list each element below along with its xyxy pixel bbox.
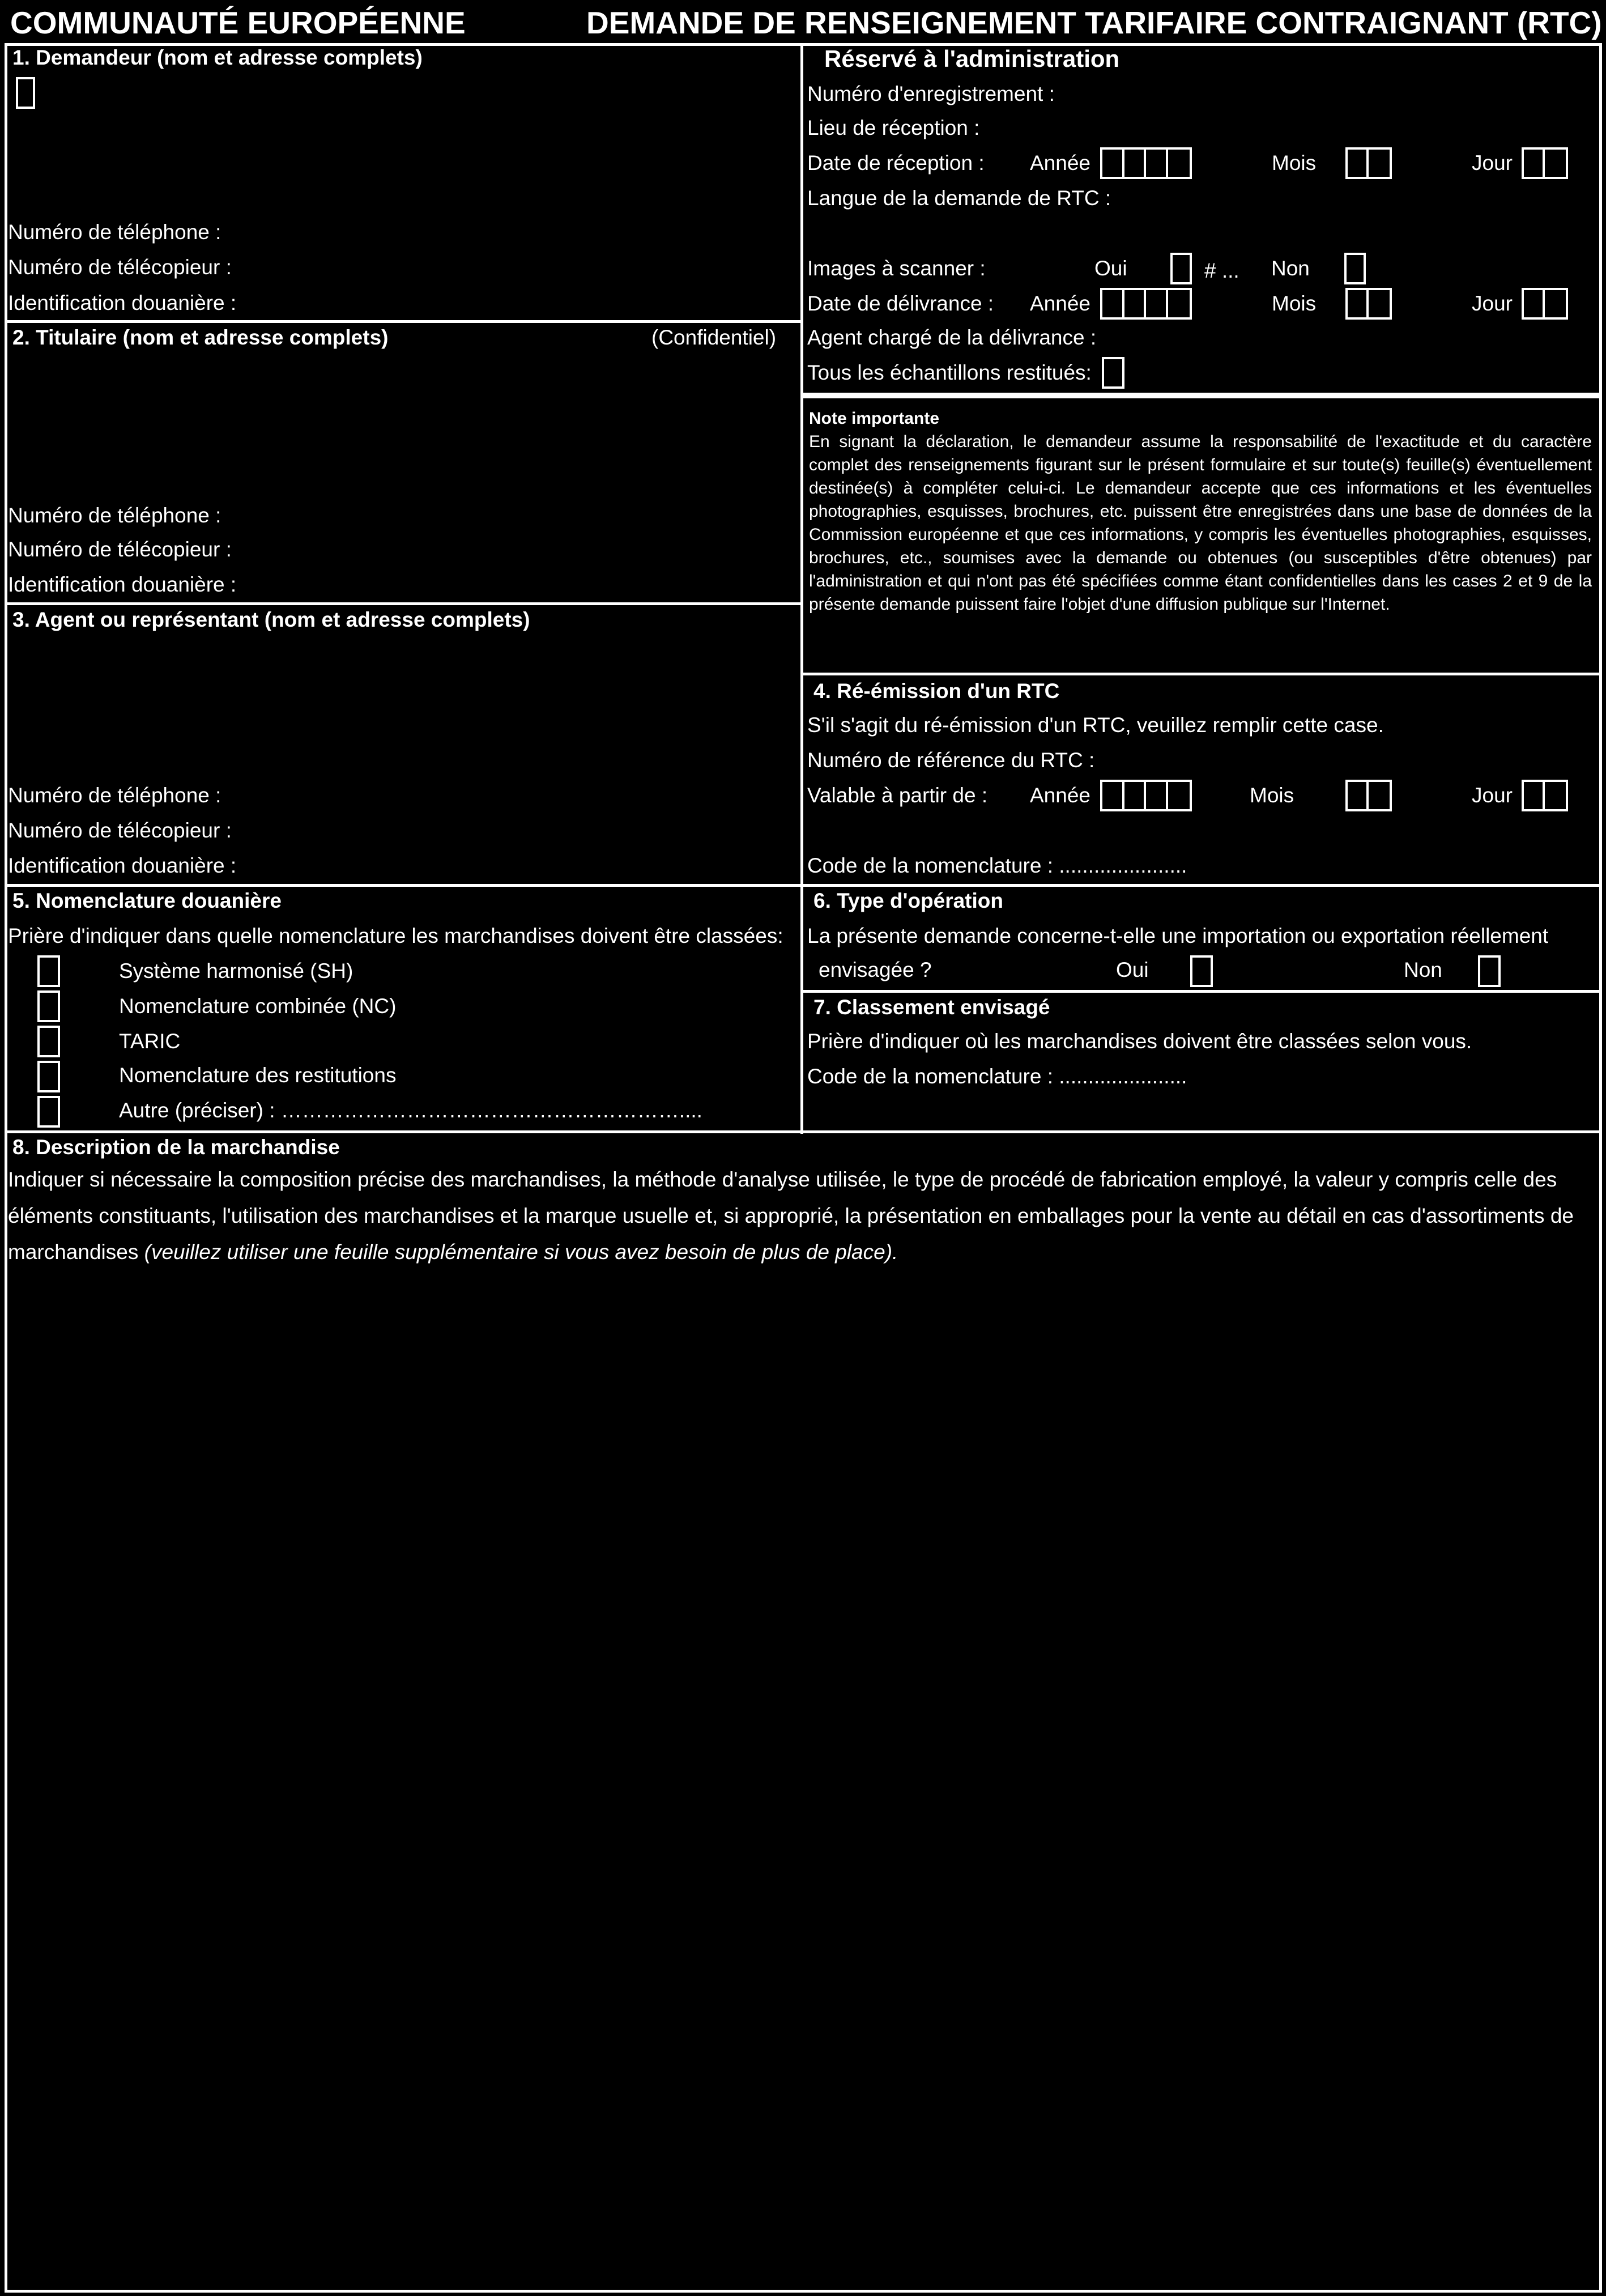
- option-restitutions-label: Nomenclature des restitutions: [119, 1064, 397, 1087]
- images-count-label: # ...: [1204, 259, 1239, 282]
- language-label: Langue de la demande de RTC :: [807, 186, 1111, 210]
- box6-question-line2: envisagée ?: [819, 958, 932, 981]
- box6-question-line1: La présente demande concerne-t-elle une importation ou exportation réellement: [807, 924, 1549, 947]
- box2-customs-id-label: Identification douanière :: [8, 573, 237, 596]
- valid-year-field[interactable]: [1100, 780, 1192, 811]
- year-label: Année: [1030, 292, 1090, 315]
- box3-phone-label: Numéro de téléphone :: [8, 784, 221, 807]
- month-label: Mois: [1272, 292, 1317, 315]
- option-taric-label: TARIC: [119, 1030, 181, 1053]
- confidential-label: (Confidentiel): [651, 326, 777, 349]
- box8-italic-note: (veuillez utiliser une feuille supplémentaire si vous avez besoin de plus de place).: [144, 1240, 898, 1264]
- separator: [800, 990, 1602, 993]
- box7-intro: Prière d'indiquer où les marchandises doivent être classées selon vous.: [807, 1030, 1472, 1053]
- box1-customs-id-label: Identification douanière :: [8, 291, 237, 314]
- operation-no-label: Non: [1404, 958, 1442, 981]
- option-sh-label: Système harmonisé (SH): [119, 959, 353, 983]
- option-sh-checkbox[interactable]: [37, 955, 60, 987]
- box3-title: 3. Agent ou représentant (nom et adresse complets): [12, 608, 530, 631]
- box4-title: 4. Ré-émission d'un RTC: [813, 679, 1060, 703]
- date-reception-label: Date de réception :: [807, 151, 985, 175]
- admin-title: Réservé à l'administration: [824, 45, 1120, 72]
- separator: [5, 884, 1602, 887]
- year-label: Année: [1030, 784, 1090, 807]
- separator: [5, 320, 803, 323]
- valid-month-field[interactable]: [1345, 780, 1392, 811]
- reception-month-field[interactable]: [1345, 147, 1392, 179]
- operation-yes-checkbox[interactable]: [1190, 955, 1213, 987]
- day-label: Jour: [1472, 784, 1513, 807]
- box8-text: Indiquer si nécessaire la composition précise des marchandises, la méthode d'analyse utilisée, le type de procédé de fabrication employé, la valeur y compris celle des éléments constituants, l'utilisation des marchandises et la marque usuelle et, si approprié, la présentation en emballages pour la vente au détail en cas d'assortiments de marchandises: [8, 1168, 1574, 1264]
- samples-checkbox[interactable]: [1102, 357, 1124, 389]
- applicant-checkbox[interactable]: [16, 77, 35, 109]
- images-yes-checkbox[interactable]: [1170, 253, 1192, 284]
- option-nc-label: Nomenclature combinée (NC): [119, 994, 397, 1018]
- option-other-label: Autre (préciser) : …………………………………………………....: [119, 1099, 702, 1122]
- box4-intro: S'il s'agit du ré-émission d'un RTC, veuillez remplir cette case.: [807, 713, 1384, 737]
- box3-fax-label: Numéro de télécopieur :: [8, 819, 232, 842]
- box4-ref-label: Numéro de référence du RTC :: [807, 749, 1095, 772]
- delivery-month-field[interactable]: [1345, 288, 1392, 320]
- separator: [5, 602, 803, 605]
- reception-year-field[interactable]: [1100, 147, 1192, 179]
- month-label: Mois: [1250, 784, 1294, 807]
- day-label: Jour: [1472, 151, 1513, 175]
- box2-phone-label: Numéro de téléphone :: [8, 504, 221, 527]
- images-yes-label: Oui: [1094, 257, 1127, 280]
- samples-label: Tous les échantillons restitués:: [807, 361, 1092, 384]
- form-title: DEMANDE DE RENSEIGNEMENT TARIFAIRE CONTRAIGNANT (RTC): [586, 5, 1602, 40]
- place-label: Lieu de réception :: [807, 116, 980, 139]
- box7-code-label: Code de la nomenclature : ......................: [807, 1065, 1187, 1088]
- box8-description: [8, 1162, 1588, 1270]
- box1-phone-label: Numéro de téléphone :: [8, 220, 221, 244]
- month-label: Mois: [1272, 151, 1317, 175]
- box1-fax-label: Numéro de télécopieur :: [8, 256, 232, 279]
- box3-customs-id-label: Identification douanière :: [8, 854, 237, 877]
- box2-fax-label: Numéro de télécopieur :: [8, 538, 232, 561]
- note-title: Note importante: [809, 409, 940, 428]
- images-no-checkbox[interactable]: [1344, 253, 1366, 284]
- reception-day-field[interactable]: [1522, 147, 1568, 179]
- box5-intro: Prière d'indiquer dans quelle nomenclature les marchandises doivent être classées:: [8, 924, 783, 947]
- box8-title: 8. Description de la marchandise: [12, 1136, 340, 1159]
- box7-title: 7. Classement envisagé: [813, 996, 1050, 1019]
- valid-day-field[interactable]: [1522, 780, 1568, 811]
- agent-label: Agent chargé de la délivrance :: [807, 326, 1097, 349]
- year-label: Année: [1030, 151, 1090, 175]
- images-no-label: Non: [1271, 257, 1310, 280]
- box6-title: 6. Type d'opération: [813, 889, 1003, 912]
- day-label: Jour: [1472, 292, 1513, 315]
- separator: [5, 1130, 1602, 1133]
- images-label: Images à scanner :: [807, 257, 986, 280]
- box4-code-label: Code de la nomenclature : ......................: [807, 854, 1187, 877]
- box2-title: 2. Titulaire (nom et adresse complets): [12, 326, 389, 349]
- box5-title: 5. Nomenclature douanière: [12, 889, 282, 912]
- important-note: [809, 407, 1592, 616]
- date-delivery-label: Date de délivrance :: [807, 292, 994, 315]
- operation-no-checkbox[interactable]: [1478, 955, 1501, 987]
- option-taric-checkbox[interactable]: [37, 1026, 60, 1057]
- delivery-day-field[interactable]: [1522, 288, 1568, 320]
- delivery-year-field[interactable]: [1100, 288, 1192, 320]
- valid-from-label: Valable à partir de :: [807, 784, 988, 807]
- box1-title: 1. Demandeur (nom et adresse complets): [12, 46, 423, 69]
- option-other-checkbox[interactable]: [37, 1096, 60, 1128]
- registration-label: Numéro d'enregistrement :: [807, 82, 1055, 105]
- form-community-title: COMMUNAUTÉ EUROPÉENNE: [10, 5, 466, 40]
- operation-yes-label: Oui: [1116, 958, 1149, 981]
- option-nc-checkbox[interactable]: [37, 990, 60, 1022]
- option-restitutions-checkbox[interactable]: [37, 1061, 60, 1092]
- note-text: En signant la déclaration, le demandeur assume la responsabilité de l'exactitude et du caractère complet des renseignements figurant sur le présent formulaire et sur toute(s) feuille(s) éventuellement destinée(s) à compléter celui-ci. Le demandeur accepte que ces informations et les éventuelles photographies, esquisses, brochures, etc. puissent être enregistrées dans une base de données de la Commission européenne et que ces informations, y compris les éventuelles photographies, esquisses, brochures, etc., soumises avec la demande ou obtenues (ou susceptibles d'être obtenues) par l'administration et qui n'ont pas été spécifiées comme étant confidentielles dans les cases 2 et 9 de la présente demande puissent faire l'objet d'une diffusion publique sur l'Internet.: [809, 432, 1592, 614]
